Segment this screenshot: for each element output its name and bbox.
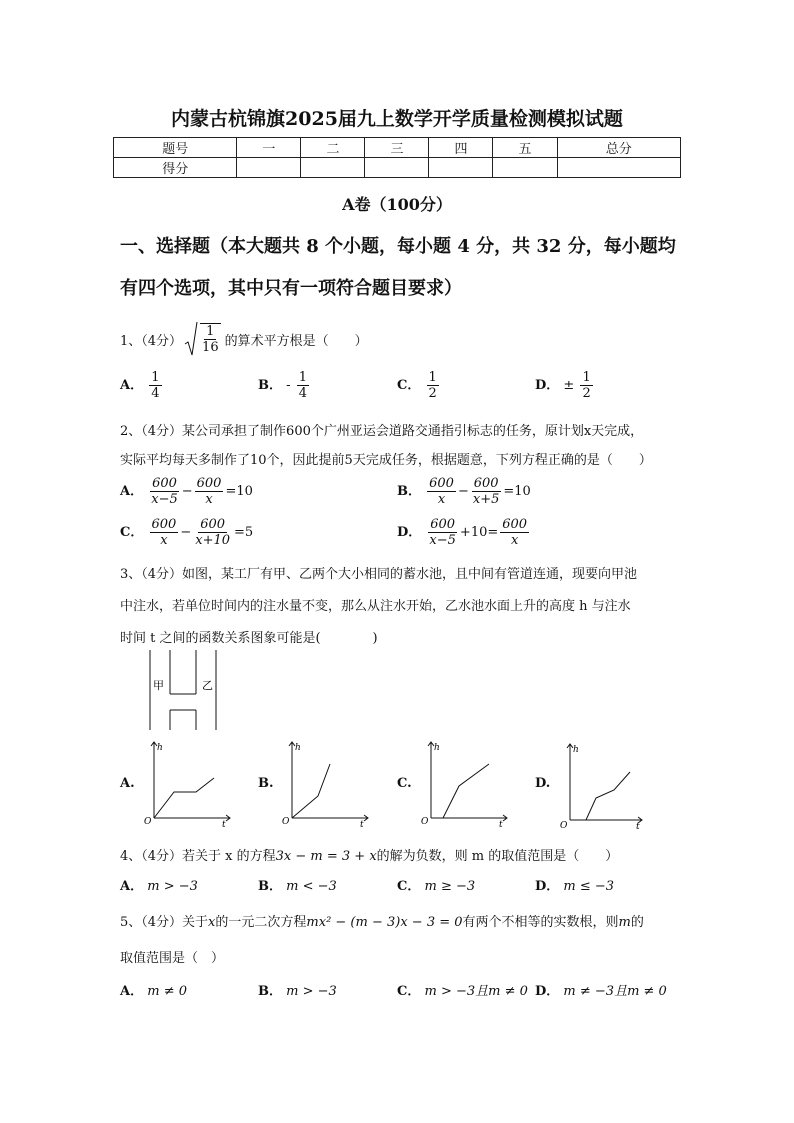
q3-option-d-label[interactable]: D. (535, 776, 551, 791)
axis-y-label: h (295, 743, 301, 753)
q5-option-b[interactable]: B． m > −3 (258, 984, 337, 999)
q3-graph-c[interactable] (419, 738, 511, 828)
origin-label: O (144, 817, 152, 827)
q1-prefix: 1、（4分） (120, 333, 183, 349)
q5-option-a[interactable]: A． m ≠ 0 (120, 984, 187, 999)
score-header-cell: 五 (493, 138, 557, 158)
q4-equation: 3x − m = 3 + x (275, 849, 377, 864)
tank-figure (140, 648, 224, 732)
q2-option-b[interactable]: B． $\frac{600}{x}$ − $\frac{600}{x+5}$ =10 (397, 476, 531, 507)
q4-option-c[interactable]: C． m ≥ −3 (397, 879, 476, 894)
q3-graph-a[interactable] (142, 738, 234, 828)
q2-line1: 2、（4分）某公司承担了制作600个广州亚运会道路交通指引标志的任务，原计划x天完成， (120, 424, 644, 439)
score-cell (237, 158, 301, 178)
q4-prefix: 4、（4分）若关于 x 的方程 (120, 849, 276, 864)
q4-option-b[interactable]: B． m < −3 (258, 879, 337, 894)
q3-option-a-label[interactable]: A. (120, 776, 135, 791)
origin-label: O (282, 817, 290, 827)
score-cell (301, 158, 365, 178)
tank-left-label: 甲 (153, 679, 164, 692)
axis-y-label: h (157, 743, 163, 753)
q4-suffix: 的解为负数，则 m 的取值范围是（ ） (376, 849, 619, 864)
question-1 (120, 320, 680, 358)
score-cell (429, 158, 493, 178)
axis-x-label: t (222, 820, 226, 828)
tank-right-label: 乙 (202, 679, 213, 692)
q4-option-d[interactable]: D． m ≤ −3 (535, 879, 615, 894)
q5-option-c[interactable]: C． m > −3且m ≠ 0 (397, 984, 528, 999)
q1-suffix: 的算术平方根是（ ） (224, 333, 368, 349)
score-table-row (114, 158, 681, 178)
question-5: 5、（4分）关于x的一元二次方程mx² − (m − 3)x − 3 = 0有两个不相等的实数根，则m的 (120, 915, 644, 930)
origin-label: O (421, 817, 429, 827)
score-cell (365, 158, 429, 178)
q1-option-b[interactable]: B． - $\frac{1}{4}$ (258, 370, 307, 401)
q4-option-a[interactable]: A． m > −3 (120, 879, 198, 894)
axis-x-label: t (636, 822, 640, 832)
q3-line1: 3、（4分）如图，某工厂有甲、乙两个大小相同的蓄水池，且中间有管道连通，现要向甲池 (120, 567, 638, 582)
score-header-cell: 题号 (114, 138, 237, 158)
score-table-header-row (114, 138, 681, 158)
score-header-cell: 二 (301, 138, 365, 158)
axis-x-label: t (360, 820, 364, 828)
part1-heading-line1: 一、选择题（本大题共 8 个小题，每小题 4 分，共 32 分，每小题均 (120, 236, 676, 257)
q1-option-a[interactable]: A． $\frac{1}{4}$ (120, 370, 160, 401)
radical-sign-icon (184, 320, 198, 358)
score-header-cell: 总分 (557, 138, 681, 158)
origin-label: O (560, 821, 568, 831)
q5-option-d[interactable]: D． m ≠ −3且m ≠ 0 (535, 984, 667, 999)
section-a-heading: A卷（100分） (342, 195, 452, 214)
question-4 (120, 845, 690, 864)
score-header-cell: 三 (365, 138, 429, 158)
q1-radical: $\frac{1}{16}$ (184, 320, 223, 358)
q1-option-c[interactable]: C． $\frac{1}{2}$ (397, 370, 437, 401)
score-cell (493, 158, 557, 178)
q2-option-a[interactable]: A． $\frac{600}{x-5}$ − $\frac{600}{x}$ =10 (120, 476, 253, 507)
score-header-cell: 一 (237, 138, 301, 158)
q5-equation: mx² − (m − 3)x − 3 = 0 (306, 915, 463, 930)
q2-option-d[interactable]: D． $\frac{600}{x-5}$ +10= $\frac{600}{x}$ (397, 517, 528, 548)
q5-line2: 取值范围是（ ） (120, 951, 225, 966)
exam-title: 内蒙古杭锦旗2025届九上数学开学质量检测模拟试题 (171, 108, 623, 130)
q2-option-c[interactable]: C． $\frac{600}{x}$ − $\frac{600}{x+10}$ =5 (120, 517, 254, 548)
axis-x-label: t (499, 820, 503, 828)
axis-y-label: h (434, 743, 440, 753)
q3-graph-b[interactable] (280, 738, 372, 828)
part1-heading-line2: 有四个选项，其中只有一项符合题目要求） (120, 278, 462, 299)
score-cell (557, 158, 681, 178)
q1-option-d[interactable]: D． ± $\frac{1}{2}$ (535, 370, 591, 401)
q3-option-c-label[interactable]: C. (397, 776, 412, 791)
score-table (113, 137, 681, 178)
q3-option-b-label[interactable]: B. (258, 776, 274, 791)
q3-graph-d[interactable] (558, 740, 650, 832)
q3-line3: 时间 t 之间的函数关系图象可能是( ) (120, 631, 378, 646)
score-row-label: 得分 (114, 158, 237, 178)
axis-y-label: h (573, 745, 579, 755)
q2-line2: 实际平均每天多制作了10个，因此提前5天完成任务，根据题意，下列方程正确的是（ ） (120, 453, 652, 468)
q3-line2: 中注水，若单位时间内的注水量不变，那么从注水开始，乙水池水面上升的高度 h 与注水 (120, 599, 631, 614)
score-header-cell: 四 (429, 138, 493, 158)
